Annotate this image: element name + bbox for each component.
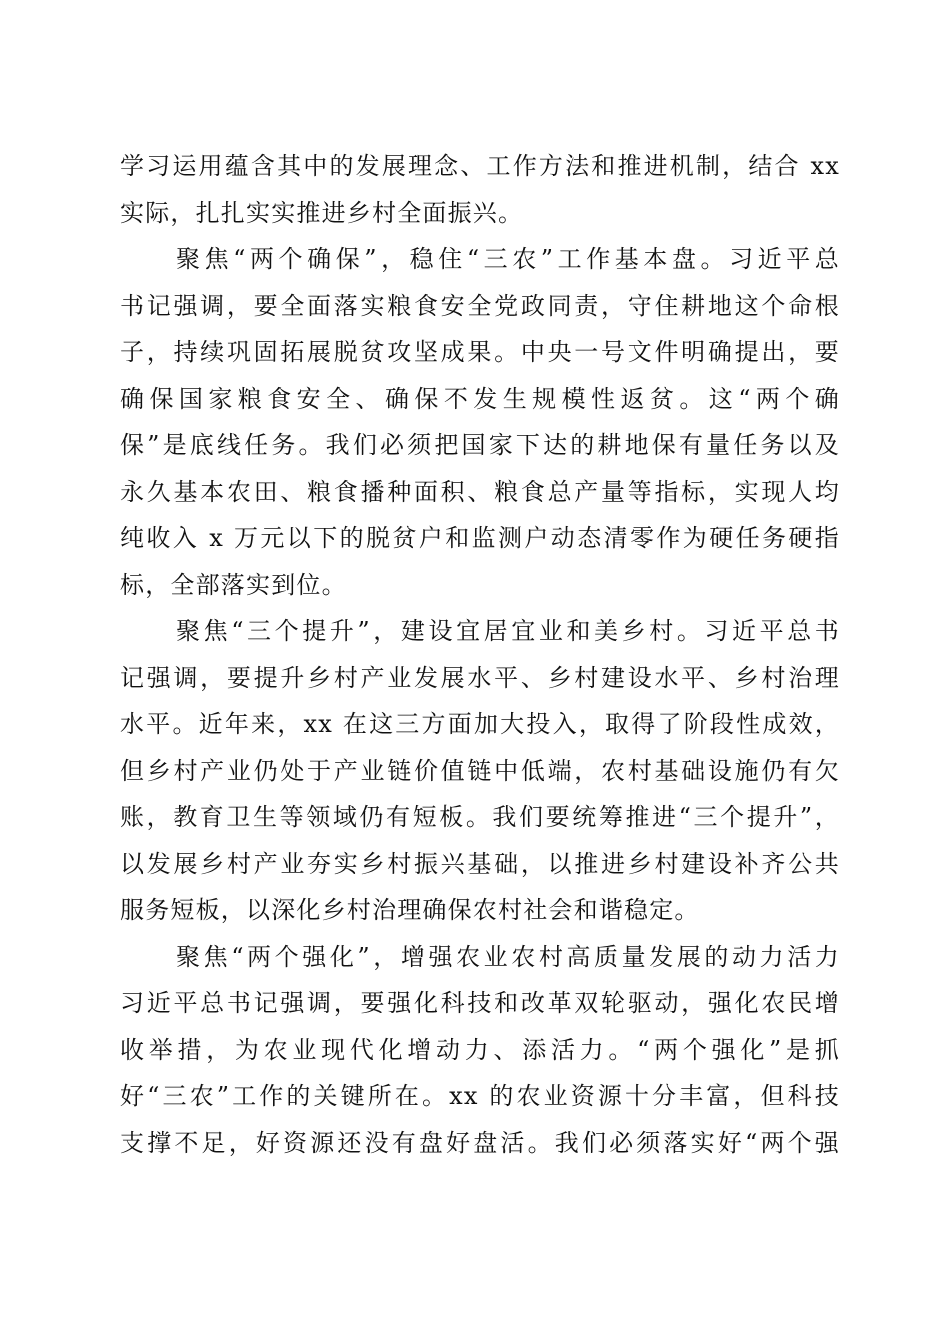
- text-line: 永久基本农田、粮食播种面积、粮食总产量等指标，实现人均: [120, 477, 840, 506]
- text-line: 好“三农”工作的关键所在。xx 的农业资源十分丰富，但科技: [120, 1082, 840, 1110]
- text-line: 服务短板，以深化乡村治理确保农村社会和谐稳定。: [120, 896, 700, 924]
- text-line: 但乡村产业仍处于产业链价值链中低端，农村基础设施仍有欠: [120, 756, 840, 785]
- text-line: 学习运用蕴含其中的发展理念、工作方法和推进机制，结合 xx: [120, 152, 840, 180]
- text-line: 纯收入 x 万元以下的脱贫户和监测户动态清零作为硬任务硬指: [120, 524, 840, 552]
- text-line: 记强调，要提升乡村产业发展水平、乡村建设水平、乡村治理: [120, 663, 840, 692]
- paragraph-first-line: 聚焦“三个提升”，建设宜居宜业和美乡村。习近平总书: [176, 617, 840, 645]
- text-line: 确保国家粮食安全、确保不发生规模性返贫。这“两个确: [120, 384, 840, 413]
- text-line: 支撑不足，好资源还没有盘好盘活。我们必须落实好“两个强: [120, 1128, 840, 1157]
- text-line: 保”是底线任务。我们必须把国家下达的耕地保有量任务以及: [120, 431, 840, 459]
- body-text: [120, 143, 840, 1166]
- text-line: 实际，扎扎实实推进乡村全面振兴。: [120, 198, 524, 227]
- text-line: 收举措，为农业现代化增动力、添活力。“两个强化”是抓: [120, 1035, 840, 1064]
- text-line: 子，持续巩固拓展脱贫攻坚成果。中央一号文件明确提出，要: [120, 338, 840, 366]
- text-line: 标，全部落实到位。: [120, 570, 347, 599]
- text-line: 书记强调，要全面落实粮食安全党政同责，守住耕地这个命根: [120, 291, 840, 320]
- paragraph-first-line: 聚焦“两个确保”，稳住“三农”工作基本盘。习近平总: [176, 245, 840, 273]
- text-line: 以发展乡村产业夯实乡村振兴基础，以推进乡村建设补齐公共: [120, 849, 840, 878]
- paragraph-first-line: 聚焦“两个强化”，增强农业农村高质量发展的动力活力: [176, 942, 840, 971]
- text-line: 水平。近年来，xx 在这三方面加大投入，取得了阶段性成效，: [120, 710, 840, 738]
- text-line: 账，教育卫生等领域仍有短板。我们要统筹推进“三个提升”，: [120, 803, 840, 831]
- text-line: 习近平总书记强调，要强化科技和改革双轮驱动，强化农民增: [120, 989, 840, 1017]
